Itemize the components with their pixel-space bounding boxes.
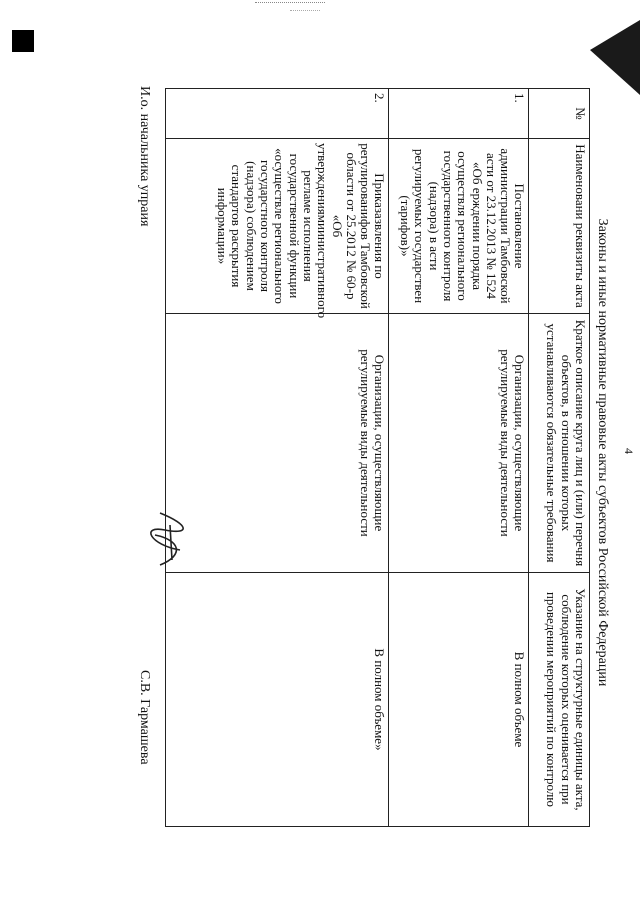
row-act-name: Постановление администрации Тамбовской асти от 23.12.2013 № 1524 «Об ерждении порядка осуществля регионального государственного контроля (надзора) в асти регулируемых государствен (тарифов)» [389, 139, 529, 314]
header-structural-units: Указание на структурные единицы акта, соблюдение которых оценивается при проведении мероприятий по контролю [529, 573, 590, 827]
header-act-name: Наименовани реквизиты акта [529, 139, 590, 314]
header-number: № [529, 89, 590, 139]
row-scope: Организации, осуществляющие регулируемые виды деятельности [389, 314, 529, 573]
handwritten-signature [140, 505, 200, 575]
row-number: 1. [389, 89, 529, 139]
table-header-row [529, 89, 590, 827]
signatory-name: С.В. Гармашева [137, 670, 152, 765]
signatory-position: И.о. начальника упраия [137, 86, 152, 227]
row-number: 2. [166, 89, 389, 139]
row-units: В полном объеме [389, 573, 529, 827]
row-act-name: Приказазвления по регулированифов Тамбовской области от 25.2012 № 60-р «Об утверждениямиинистративного регламе исполнения государственной функции «осуществле регионального государстного контроля (надзора) соблюдением стандартов раскрытия информации» [166, 139, 389, 314]
page-number: 4 [622, 448, 636, 454]
row-units: В полном объеме» [166, 573, 389, 827]
legal-acts-table [165, 88, 590, 827]
header-scope: Краткое описание круга лиц и (или) перечня объектов, в отношении которых устанавливаются обязательные требования [529, 314, 590, 573]
table-row [389, 89, 529, 827]
document-heading: Законы и иные нормативные правовые акты субъектов Российской Федерации [595, 218, 610, 687]
row-scope: Организации, осуществляющие регулируемые виды деятельности [166, 314, 389, 573]
table-row [166, 89, 389, 827]
